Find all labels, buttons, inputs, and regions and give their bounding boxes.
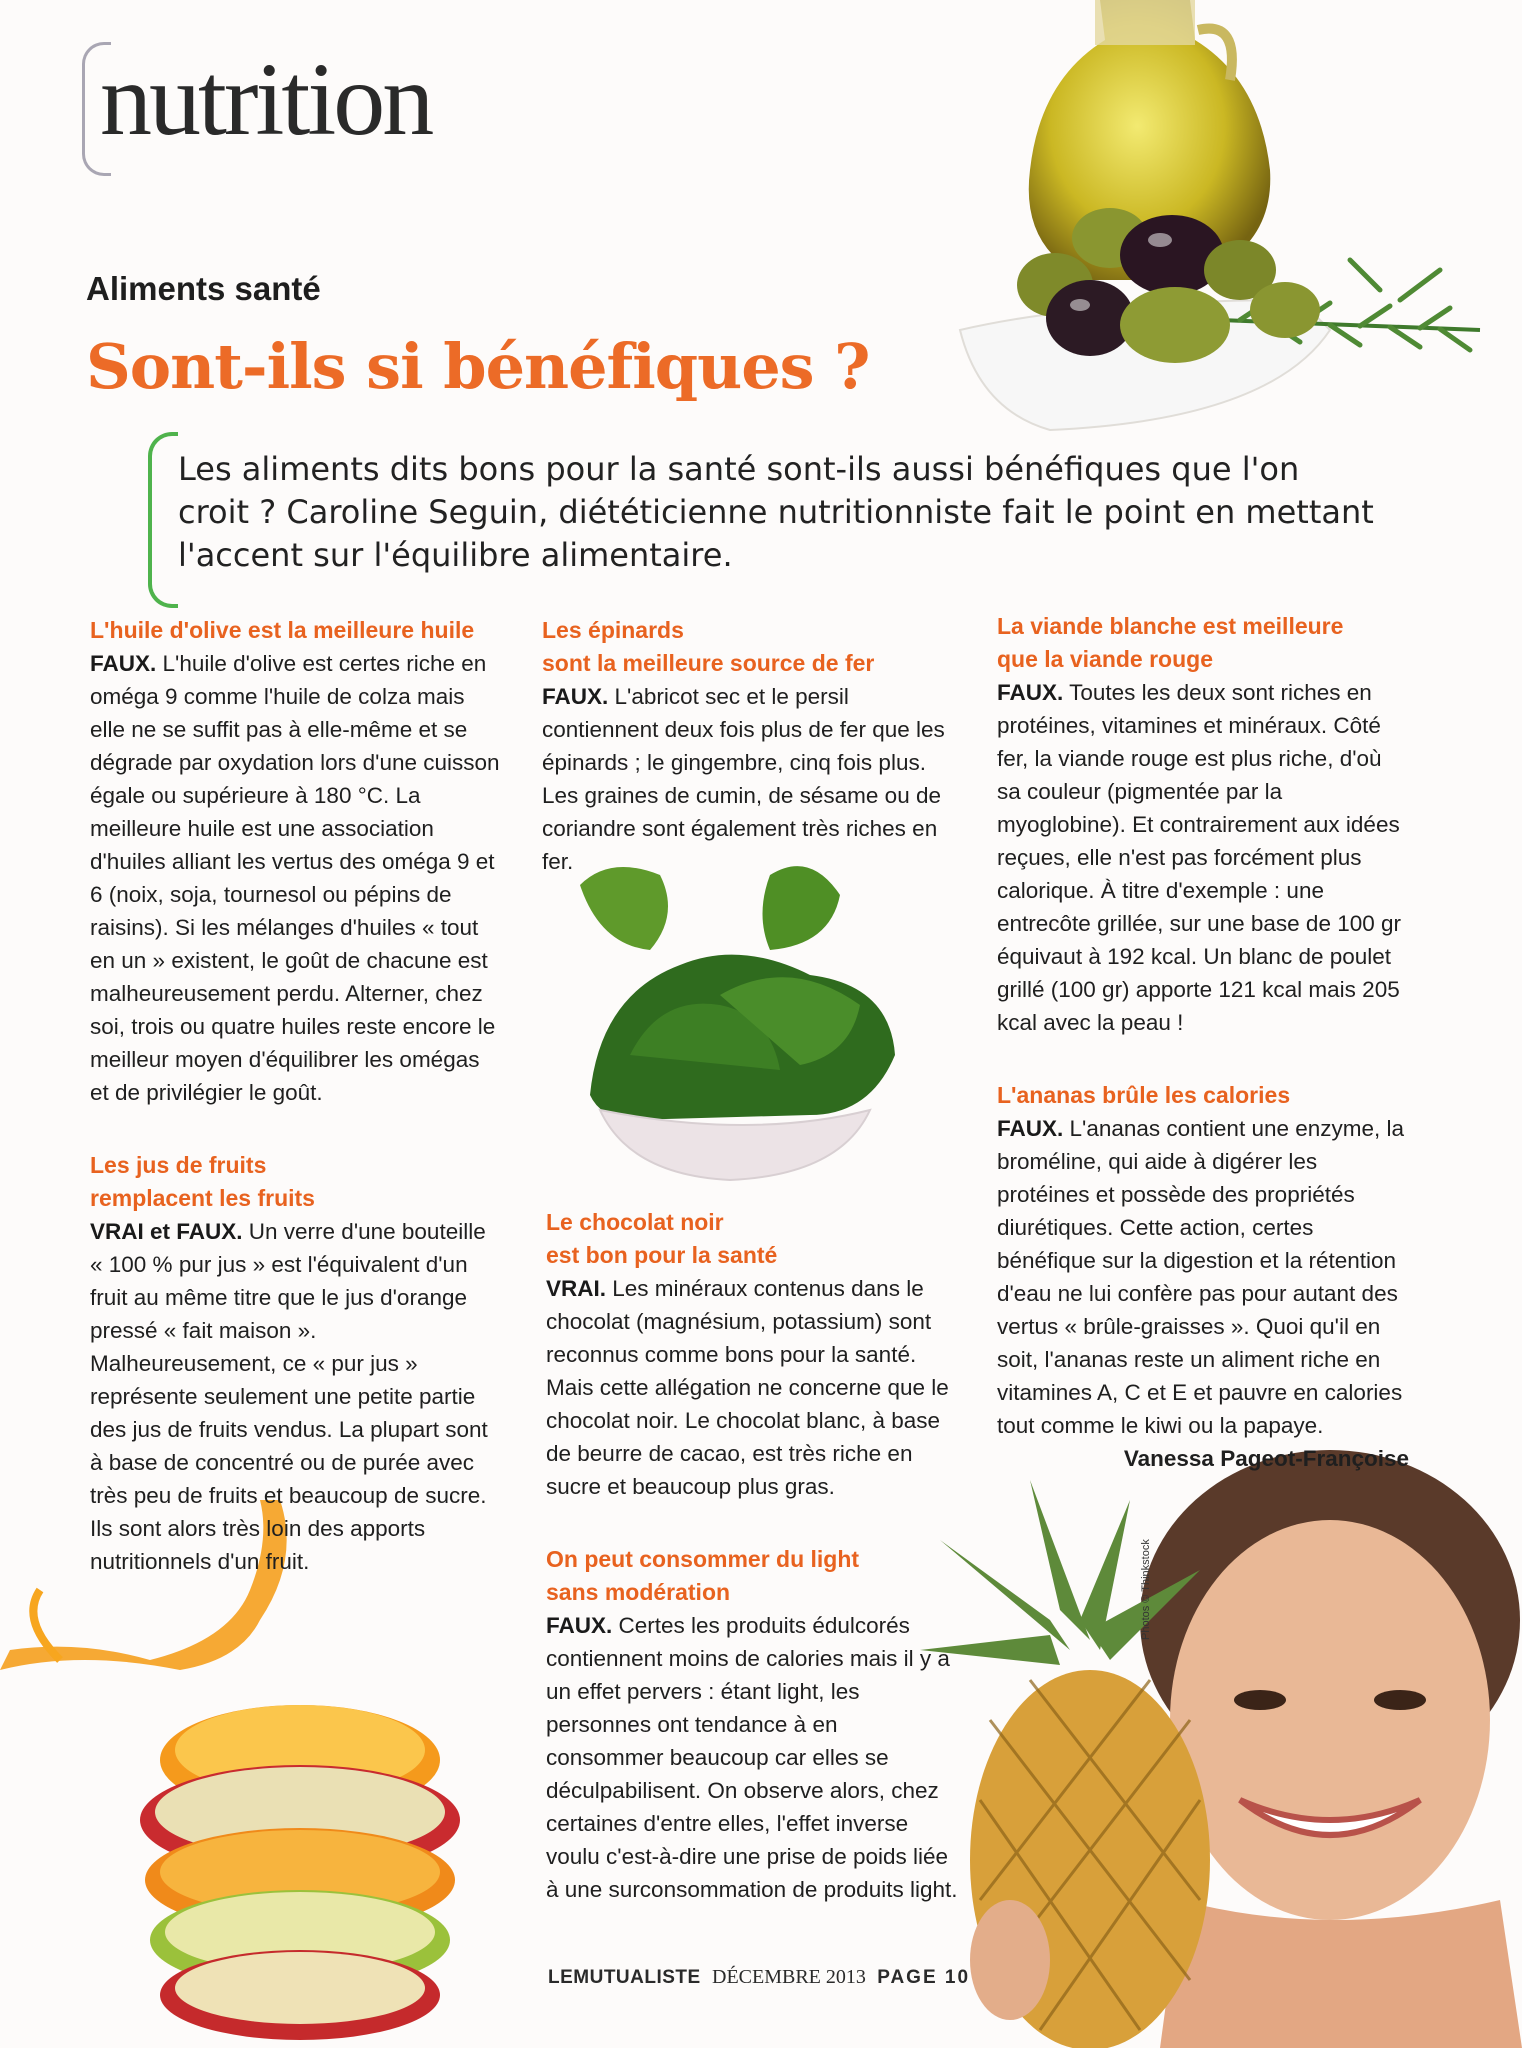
article-body (997, 1112, 1409, 1442)
article-olive-oil (90, 614, 502, 1109)
issue-date: DÉCEMBRE 2013 (712, 1966, 866, 1988)
article-title: L'huile d'olive est la meilleure huile (90, 617, 475, 643)
article-white-meat (997, 610, 1409, 1039)
column-right (997, 610, 1409, 1475)
article-title: L'ananas brûle les calories (997, 1082, 1291, 1108)
verdict-label: FAUX. (997, 680, 1064, 705)
article-title (90, 1149, 502, 1215)
article-text: Les minéraux contenus dans le chocolat (magnésium, potassium) sont reconnus comme bons pour la santé. Mais cette allégation ne concerne que le chocolat noir. Le chocolat blanc, à base de beurre de cacao, est très riche en sucre et beaucoup plus gras. (546, 1276, 949, 1499)
article-pineapple (997, 1079, 1409, 1475)
column-middle-bottom (546, 1206, 958, 1946)
author-byline: Vanessa Pageot-Françoise (1123, 1446, 1409, 1471)
article-title-line-1: Les épinards (542, 617, 684, 643)
verdict-label: VRAI. (546, 1276, 607, 1301)
article-title-line-1: Les jus de fruits (90, 1152, 267, 1178)
column-middle-top (542, 614, 954, 918)
page-number: PAGE 10 (877, 1967, 971, 1988)
intro-paragraph: Les aliments dits bons pour la santé sont-ils aussi bénéfiques que l'on croit ? Caroline Seguin, diététicienne nutritionniste fait le point en mettant l'accent sur l'équilibre alimentaire. (178, 450, 1374, 574)
article-chocolate (546, 1206, 958, 1503)
article-title-line-1: Le chocolat noir (546, 1209, 724, 1235)
magazine-name: LEMUTUALISTE (548, 1967, 701, 1988)
verdict-label: FAUX. (546, 1613, 613, 1638)
article-body (546, 1272, 958, 1503)
article-title (542, 614, 954, 680)
article-text: L'abricot sec et le persil contiennent deux fois plus de fer que les épinards ; le gingembre, cinq fois plus. Les graines de cumin, de sésame ou de coriandre sont également très riches en fer. (542, 684, 945, 874)
article-title-line-2: remplacent les fruits (90, 1185, 315, 1211)
photo-credit: Photos © Thinkstock (1140, 1539, 1152, 1640)
article-title-line-2: sont la meilleure source de fer (542, 650, 875, 676)
page-title: Sont-ils si bénéfiques ? (86, 330, 870, 403)
article-text: Toutes les deux sont riches en protéines, vitamines et minéraux. Côté fer, la viande rouge est plus riche, d'où sa couleur (pigmentée par la myoglobine). Et contrairement aux idées reçues, elle n'est pas forcément plus calorique. À titre d'exemple : une entrecôte grillée, sur une base de 100 gr équivaut à 192 kcal. Un blanc de poulet grillé (100 gr) apporte 121 kcal mais 205 kcal avec la peau ! (997, 680, 1402, 1035)
article-title (997, 610, 1409, 676)
article-title-line-2: est bon pour la santé (546, 1242, 778, 1268)
section-label: nutrition (100, 42, 432, 157)
verdict-label: FAUX. (90, 651, 157, 676)
article-spinach (542, 614, 954, 878)
article-body (997, 676, 1409, 1039)
article-light (546, 1543, 958, 1906)
article-title-line-2: que la viande rouge (997, 646, 1213, 672)
verdict-label: FAUX. (997, 1116, 1064, 1141)
article-body (90, 647, 502, 1109)
pineapple-woman-image (900, 1420, 1522, 2048)
column-left (90, 614, 502, 1618)
verdict-label: VRAI et FAUX. (90, 1219, 243, 1244)
verdict-label: FAUX. (542, 684, 609, 709)
article-text: Un verre d'une bouteille « 100 % pur jus » est l'équivalent d'un fruit au même titre que le jus d'orange pressé « fait maison ». Malheureusement, ce « pur jus » représente seulement une petite partie des jus de fruits vendus. La plupart sont à base de concentré ou de purée avec très peu de fruits et beaucoup de sucre. Ils sont alors très loin des apports nutritionnels d'un fruit. (90, 1219, 488, 1574)
article-text: Certes les produits édulcorés contiennent moins de calories mais il y a un effet pervers : étant light, les personnes ont tendance à en consommer beaucoup car elles se déculpabilisent. On observe alors, chez certaines d'entre elles, l'effet inverse voulu c'est-à-dire une prise de poids liée à une surconsommation de produits light. (546, 1613, 958, 1902)
article-title (546, 1543, 958, 1609)
kicker: Aliments santé (86, 270, 321, 307)
article-text: L'huile d'olive est certes riche en oméga 9 comme l'huile de colza mais elle ne se suffit pas à elle-même et se dégrade par oxydation lors d'une cuisson égale ou supérieure à 180 °C. La meilleure huile est une association d'huiles alliant les vertus des oméga 9 et 6 (noix, soja, tournesol ou pépins de raisins). Si les mélanges d'huiles « tout en un » existent, le goût de chacune est malheureusement perdu. Alterner, chez soi, trois ou quatre huiles reste encore le meilleur moyen d'équilibrer les omégas et de privilégier le goût. (90, 651, 500, 1105)
article-fruit-juice (90, 1149, 502, 1578)
intro-bracket (148, 432, 178, 608)
article-title-line-1: On peut consommer du light (546, 1546, 860, 1572)
page-footer (548, 1966, 970, 1989)
article-title-line-2: sans modération (546, 1579, 731, 1605)
article-body (542, 680, 954, 878)
olive-oil-olives-image (940, 0, 1500, 450)
article-body (546, 1609, 958, 1906)
article-body (90, 1215, 502, 1578)
article-title (546, 1206, 958, 1272)
article-text: L'ananas contient une enzyme, la broméline, qui aide à digérer les protéines et possède des propriétés diurétiques. Cette action, certes bénéfique sur la digestion et la rétention d'eau ne lui confère pas pour autant des vertus « brûle-graisses ». Quoi qu'il en soit, l'ananas reste un aliment riche en vitamines A, C et E et pauvre en calories tout comme le kiwi ou la papaye. (997, 1116, 1405, 1438)
article-title-line-1: La viande blanche est meilleure (997, 613, 1344, 639)
